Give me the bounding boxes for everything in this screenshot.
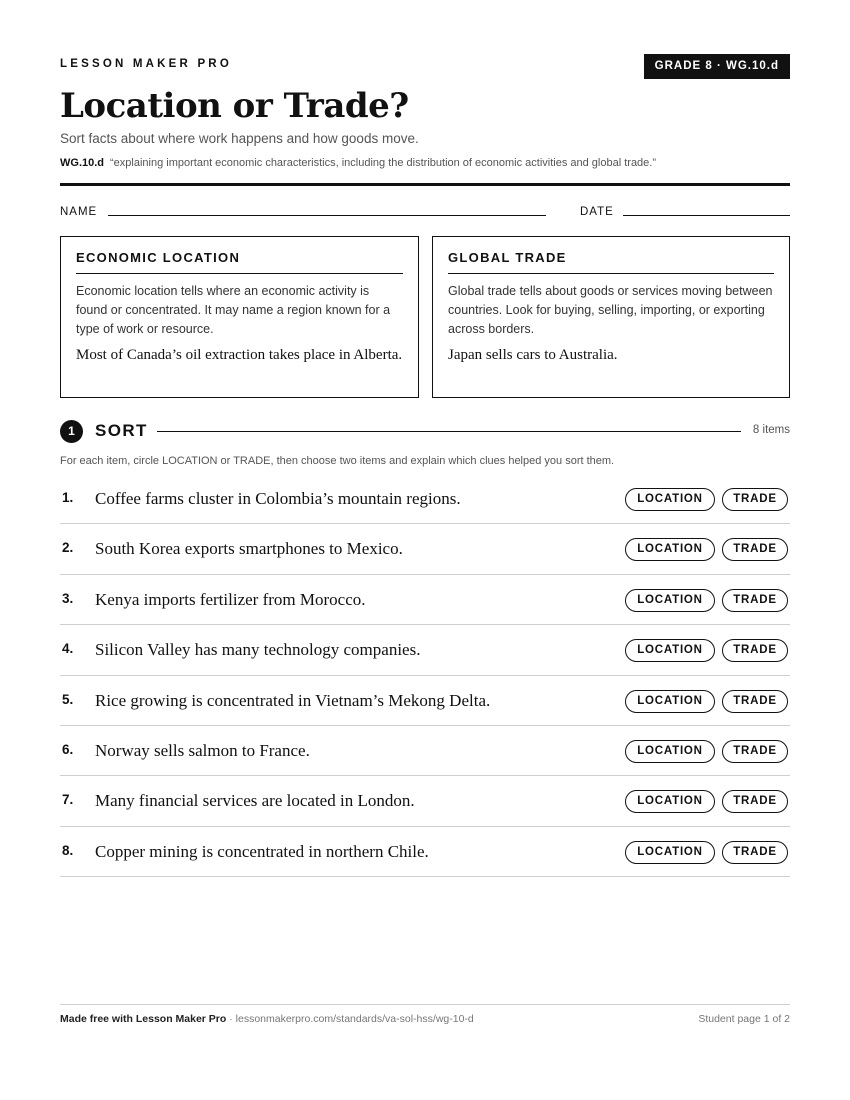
standard-text: “explaining important economic characteristics, including the distribution of economic activities and global trade.”	[110, 157, 657, 169]
section-number-badge: 1	[60, 420, 83, 443]
definition-description: Global trade tells about goods or services moving between countries. Look for buying, selling, importing, or exporting across borders.	[448, 284, 773, 336]
sort-item	[60, 726, 790, 776]
worksheet-page	[60, 0, 790, 1100]
location-choice-button[interactable]: LOCATION	[625, 790, 715, 813]
date-label: DATE	[580, 206, 614, 218]
item-number: 5.	[62, 691, 74, 707]
item-text: Many financial services are located in London.	[95, 791, 415, 811]
section-title: SORT	[95, 421, 148, 440]
location-choice-button[interactable]: LOCATION	[625, 639, 715, 662]
trade-choice-button[interactable]: TRADE	[722, 790, 788, 813]
footer-made-with: Made free with Lesson Maker Pro	[60, 1013, 227, 1025]
trade-choice-button[interactable]: TRADE	[722, 589, 788, 612]
page-title: Location or Trade?	[60, 86, 409, 126]
name-label: NAME	[60, 206, 98, 218]
footer-divider	[60, 1004, 790, 1005]
item-number: 3.	[62, 590, 74, 606]
location-choice-button[interactable]: LOCATION	[625, 538, 715, 561]
item-text: Copper mining is concentrated in northern Chile.	[95, 841, 429, 861]
item-number: 1.	[62, 490, 74, 505]
definition-description: Economic location tells where an economic activity is found or concentrated. It may name a region known for a type of work or resource.	[76, 284, 391, 336]
standard-line	[60, 157, 656, 169]
location-choice-button[interactable]: LOCATION	[625, 589, 715, 612]
item-text: Rice growing is concentrated in Vietnam’s Mekong Delta.	[95, 690, 491, 710]
section-divider	[157, 431, 741, 432]
item-text: Coffee farms cluster in Colombia’s mountain regions.	[95, 489, 461, 508]
trade-choice-button[interactable]: TRADE	[722, 538, 788, 561]
sort-item	[60, 625, 790, 675]
definition-box-trade	[432, 236, 790, 398]
sort-item	[60, 676, 790, 726]
sort-item	[60, 575, 790, 625]
footer-credit	[60, 1013, 474, 1025]
definition-heading: GLOBAL TRADE	[448, 250, 774, 274]
sort-item-list	[60, 474, 790, 877]
item-number: 8.	[62, 842, 74, 858]
item-text: Silicon Valley has many technology companies.	[95, 640, 421, 660]
location-choice-button[interactable]: LOCATION	[625, 740, 715, 763]
page-indicator: Student page 1 of 2	[698, 1013, 790, 1025]
trade-choice-button[interactable]: TRADE	[722, 488, 788, 511]
definition-box-location	[60, 236, 419, 398]
section-instructions: For each item, circle LOCATION or TRADE, then choose two items and explain which clues helped you sort them.	[60, 455, 615, 467]
header-divider	[60, 183, 790, 186]
standard-code: WG.10.d	[60, 157, 105, 169]
location-choice-button[interactable]: LOCATION	[625, 841, 715, 864]
trade-choice-button[interactable]: TRADE	[722, 740, 788, 763]
grade-badge: GRADE 8 · WG.10.d	[644, 54, 790, 79]
item-count: 8 items	[752, 424, 790, 436]
item-number: 4.	[62, 641, 74, 657]
item-text: Kenya imports fertilizer from Morocco.	[95, 589, 366, 609]
item-number: 6.	[62, 741, 74, 757]
footer-url[interactable]: lessonmakerpro.com/standards/va-sol-hss/wg-10-d	[235, 1013, 474, 1025]
trade-choice-button[interactable]: TRADE	[722, 690, 788, 713]
sort-item	[60, 776, 790, 826]
definition-example: Japan sells cars to Australia.	[448, 347, 618, 363]
location-choice-button[interactable]: LOCATION	[625, 488, 715, 511]
trade-choice-button[interactable]: TRADE	[722, 841, 788, 864]
item-number: 7.	[62, 792, 74, 808]
sort-item	[60, 827, 790, 877]
name-field[interactable]	[108, 215, 546, 216]
page-subtitle: Sort facts about where work happens and how goods move.	[60, 131, 419, 146]
date-field[interactable]	[623, 215, 790, 216]
definition-example: Most of Canada’s oil extraction takes place in Alberta.	[76, 347, 403, 363]
sort-item	[60, 524, 790, 574]
item-text: South Korea exports smartphones to Mexico.	[95, 539, 403, 559]
footer-separator: ·	[226, 1013, 236, 1025]
definition-heading: ECONOMIC LOCATION	[76, 250, 403, 274]
location-choice-button[interactable]: LOCATION	[625, 690, 715, 713]
sort-item	[60, 474, 790, 524]
trade-choice-button[interactable]: TRADE	[722, 639, 788, 662]
brand-name: LESSON MAKER PRO	[60, 58, 232, 70]
item-number: 2.	[62, 540, 74, 556]
item-text: Norway sells salmon to France.	[95, 740, 310, 760]
